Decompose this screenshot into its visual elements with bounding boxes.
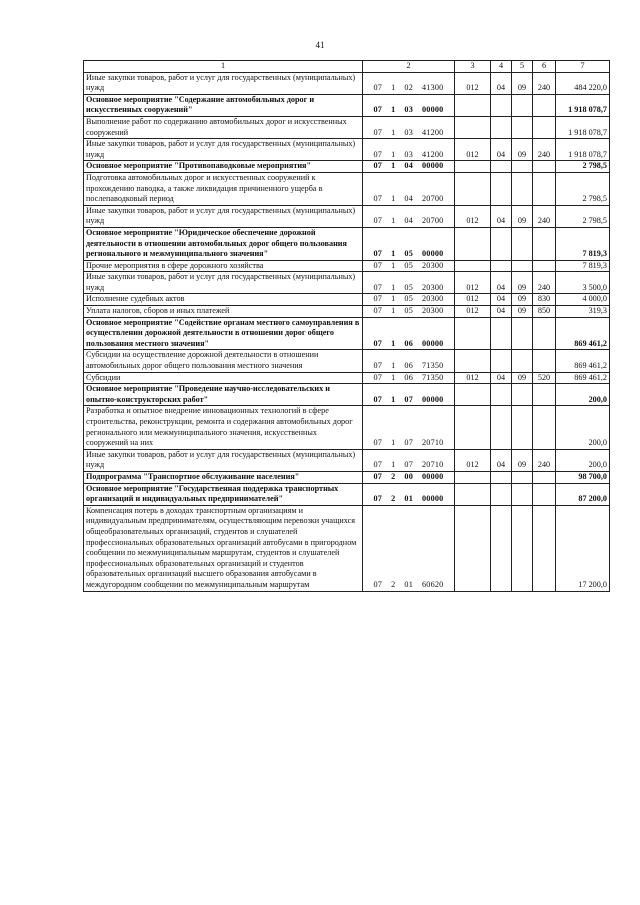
row-amount: 7 819,3 <box>556 260 610 272</box>
header-col-3: 3 <box>455 61 491 73</box>
row-col-6 <box>533 471 556 483</box>
row-col-6 <box>533 116 556 138</box>
table-row <box>84 72 610 94</box>
row-col-6 <box>533 161 556 173</box>
table-row <box>84 227 610 260</box>
row-col-3 <box>455 471 491 483</box>
row-col-6 <box>533 227 556 260</box>
header-col-6: 6 <box>533 61 556 73</box>
table-row <box>84 172 610 205</box>
row-col-3: 012 <box>455 294 491 306</box>
row-col-5 <box>512 161 533 173</box>
row-col-6: 850 <box>533 306 556 318</box>
code-part: 04 <box>404 216 413 226</box>
row-col-5 <box>512 260 533 272</box>
code-part: 1 <box>391 216 396 226</box>
row-code <box>363 406 455 449</box>
row-col-4 <box>491 406 512 449</box>
row-name: Подпрограмма "Транспортное обслуживание населения" <box>84 471 363 483</box>
row-col-3 <box>455 350 491 372</box>
code-part: 20710 <box>422 460 444 470</box>
table-row <box>84 116 610 138</box>
row-code <box>363 227 455 260</box>
code-part: 60620 <box>422 579 444 589</box>
code-part: 20700 <box>422 194 444 204</box>
code-part: 41300 <box>422 83 444 93</box>
code-part: 41200 <box>422 127 444 137</box>
code-part: 07 <box>373 494 383 504</box>
row-name: Иные закупки товаров, работ и услуг для государственных (муниципальных) нужд <box>84 72 363 94</box>
row-amount: 869 461,2 <box>556 317 610 350</box>
code-part: 05 <box>404 260 413 270</box>
row-col-5 <box>512 172 533 205</box>
row-col-4: 04 <box>491 139 512 161</box>
row-col-4 <box>491 505 512 591</box>
table-row <box>84 471 610 483</box>
table-row <box>84 161 610 173</box>
row-col-5 <box>512 483 533 505</box>
code-part: 07 <box>373 282 383 292</box>
code-part: 71350 <box>422 361 444 371</box>
code-part: 07 <box>373 161 383 171</box>
code-part: 00000 <box>422 105 444 115</box>
row-name: Субсидии <box>84 372 363 384</box>
row-amount: 1 918 078,7 <box>556 139 610 161</box>
code-part: 2 <box>391 471 396 481</box>
table-body <box>84 72 610 591</box>
row-code <box>363 139 455 161</box>
row-col-5: 09 <box>512 294 533 306</box>
code-part: 07 <box>373 372 383 382</box>
row-col-3: 012 <box>455 139 491 161</box>
code-part: 1 <box>391 294 396 304</box>
row-col-6: 240 <box>533 139 556 161</box>
code-part: 06 <box>404 372 413 382</box>
code-part: 03 <box>404 127 413 137</box>
row-amount: 7 819,3 <box>556 227 610 260</box>
table-row <box>84 205 610 227</box>
row-amount: 2 798,5 <box>556 205 610 227</box>
code-part: 06 <box>404 361 413 371</box>
row-col-3 <box>455 317 491 350</box>
code-part: 20300 <box>422 260 444 270</box>
table-row <box>84 294 610 306</box>
row-name: Основное мероприятие "Проведение научно-исследовательских и опытно-конструкторских работ" <box>84 384 363 406</box>
row-col-4: 04 <box>491 72 512 94</box>
header-col-5: 5 <box>512 61 533 73</box>
table-row <box>84 505 610 591</box>
row-col-5: 09 <box>512 272 533 294</box>
row-code <box>363 449 455 471</box>
code-part: 04 <box>404 194 413 204</box>
page-number: 41 <box>315 40 325 50</box>
row-col-6 <box>533 384 556 406</box>
code-part: 00000 <box>422 338 444 348</box>
row-col-3: 012 <box>455 272 491 294</box>
code-part: 06 <box>404 338 413 348</box>
row-amount: 4 000,0 <box>556 294 610 306</box>
code-part: 07 <box>373 361 383 371</box>
code-part: 05 <box>404 282 413 292</box>
row-col-4 <box>491 260 512 272</box>
row-col-5 <box>512 406 533 449</box>
table-row <box>84 449 610 471</box>
code-part: 07 <box>373 394 383 404</box>
row-col-5: 09 <box>512 449 533 471</box>
code-part: 07 <box>373 260 383 270</box>
code-part: 20700 <box>422 216 444 226</box>
row-col-6: 240 <box>533 205 556 227</box>
row-name: Основное мероприятие "Противопаводковые мероприятия" <box>84 161 363 173</box>
row-col-6 <box>533 260 556 272</box>
row-col-6 <box>533 94 556 116</box>
row-amount: 2 798,5 <box>556 172 610 205</box>
code-part: 05 <box>404 294 413 304</box>
row-amount: 3 500,0 <box>556 272 610 294</box>
code-part: 07 <box>373 438 383 448</box>
row-col-5: 09 <box>512 372 533 384</box>
row-col-6: 830 <box>533 294 556 306</box>
row-code <box>363 471 455 483</box>
row-code <box>363 306 455 318</box>
row-code <box>363 294 455 306</box>
row-col-3: 012 <box>455 205 491 227</box>
table-row <box>84 94 610 116</box>
row-code <box>363 260 455 272</box>
row-amount: 87 200,0 <box>556 483 610 505</box>
code-part: 1 <box>391 260 396 270</box>
row-col-4 <box>491 172 512 205</box>
row-col-4 <box>491 317 512 350</box>
row-col-3 <box>455 161 491 173</box>
row-amount: 484 220,0 <box>556 72 610 94</box>
row-col-4 <box>491 161 512 173</box>
header-row <box>84 61 610 73</box>
code-part: 07 <box>373 460 383 470</box>
row-code <box>363 116 455 138</box>
code-part: 07 <box>373 105 383 115</box>
row-col-4: 04 <box>491 294 512 306</box>
code-part: 1 <box>391 249 396 259</box>
table-row <box>84 139 610 161</box>
code-part: 07 <box>373 249 383 259</box>
row-col-5 <box>512 384 533 406</box>
row-name: Подготовка автомобильных дорог и искусственных сооружений к прохождению паводка, а также ликвидация причиненного ущерба в послепаводковый период <box>84 172 363 205</box>
code-part: 1 <box>391 394 396 404</box>
row-col-6 <box>533 350 556 372</box>
row-col-5: 09 <box>512 72 533 94</box>
row-col-3 <box>455 94 491 116</box>
row-col-6: 240 <box>533 449 556 471</box>
code-part: 1 <box>391 372 396 382</box>
row-col-3: 012 <box>455 449 491 471</box>
row-col-4: 04 <box>491 306 512 318</box>
row-col-5 <box>512 350 533 372</box>
code-part: 1 <box>391 460 396 470</box>
row-col-5 <box>512 317 533 350</box>
row-name: Основное мероприятие "Содержание автомобильных дорог и искусственных сооружений" <box>84 94 363 116</box>
row-name: Иные закупки товаров, работ и услуг для государственных (муниципальных) нужд <box>84 139 363 161</box>
row-code <box>363 372 455 384</box>
table-row <box>84 317 610 350</box>
row-col-3 <box>455 172 491 205</box>
row-col-3: 012 <box>455 72 491 94</box>
code-part: 07 <box>373 338 383 348</box>
row-amount: 17 200,0 <box>556 505 610 591</box>
row-col-6: 240 <box>533 72 556 94</box>
code-part: 2 <box>391 494 396 504</box>
code-part: 05 <box>404 306 413 316</box>
row-code <box>363 161 455 173</box>
row-col-4 <box>491 483 512 505</box>
code-part: 02 <box>404 83 413 93</box>
table-row <box>84 350 610 372</box>
code-part: 03 <box>404 105 413 115</box>
code-part: 41200 <box>422 149 444 159</box>
code-part: 07 <box>373 194 383 204</box>
code-part: 01 <box>404 579 413 589</box>
row-col-4 <box>491 384 512 406</box>
row-name: Иные закупки товаров, работ и услуг для государственных (муниципальных) нужд <box>84 205 363 227</box>
row-code <box>363 317 455 350</box>
code-part: 05 <box>404 249 413 259</box>
code-part: 07 <box>373 127 383 137</box>
code-part: 1 <box>391 105 396 115</box>
table-row <box>84 272 610 294</box>
code-part: 07 <box>373 471 383 481</box>
code-part: 1 <box>391 361 396 371</box>
row-name: Выполнение работ по содержанию автомобильных дорог и искусственных сооружений <box>84 116 363 138</box>
row-col-4: 04 <box>491 205 512 227</box>
code-part: 07 <box>373 149 383 159</box>
row-name: Основное мероприятие "Содействие органам местного самоуправления в осуществлении дорожной деятельности в отношении дорог общего пользования местного значения" <box>84 317 363 350</box>
row-code <box>363 172 455 205</box>
code-part: 07 <box>373 294 383 304</box>
code-part: 00000 <box>422 249 444 259</box>
row-name: Иные закупки товаров, работ и услуг для государственных (муниципальных) нужд <box>84 449 363 471</box>
code-part: 1 <box>391 161 396 171</box>
row-col-3: 012 <box>455 306 491 318</box>
code-part: 07 <box>373 306 383 316</box>
row-col-4 <box>491 116 512 138</box>
row-col-5 <box>512 227 533 260</box>
row-code <box>363 350 455 372</box>
code-part: 00000 <box>422 161 444 171</box>
row-code <box>363 205 455 227</box>
row-name: Компенсация потерь в доходах транспортным организациям и индивидуальным предпринимателям, осуществляющим перевозки учащихся общеобразовательных организаций, студентов и слушателей профессиональных образовательных организаций автобусами в пригородном сообщении по межмуниципальным маршрутам, студентов и слушателей профессиональных образовательных организаций и студентов образовательных организаций высшего образования автобусами в междугородном сообщении по межмуниципальным маршрутам <box>84 505 363 591</box>
row-amount: 1 918 078,7 <box>556 116 610 138</box>
row-amount: 869 461,2 <box>556 372 610 384</box>
code-part: 20300 <box>422 282 444 292</box>
code-part: 2 <box>391 579 396 589</box>
code-part: 07 <box>404 394 413 404</box>
code-part: 1 <box>391 149 396 159</box>
row-amount: 200,0 <box>556 384 610 406</box>
row-code <box>363 272 455 294</box>
code-part: 04 <box>404 161 413 171</box>
row-col-6: 240 <box>533 272 556 294</box>
row-amount: 869 461,2 <box>556 350 610 372</box>
code-part: 07 <box>373 83 383 93</box>
code-part: 1 <box>391 438 396 448</box>
code-part: 07 <box>404 438 413 448</box>
code-part: 20300 <box>422 306 444 316</box>
row-name: Основное мероприятие "Юридическое обеспечение дорожной деятельности в отношении автомобильных дорог общего пользования регионального и межмуниципального значения" <box>84 227 363 260</box>
table-row <box>84 260 610 272</box>
row-col-4: 04 <box>491 449 512 471</box>
row-col-4 <box>491 94 512 116</box>
code-part: 1 <box>391 127 396 137</box>
table-row <box>84 406 610 449</box>
code-part: 1 <box>391 282 396 292</box>
row-col-5: 09 <box>512 306 533 318</box>
code-part: 01 <box>404 494 413 504</box>
budget-table <box>83 60 610 592</box>
code-part: 07 <box>404 460 413 470</box>
row-col-3 <box>455 483 491 505</box>
header-col-4: 4 <box>491 61 512 73</box>
row-col-3: 012 <box>455 372 491 384</box>
code-part: 00000 <box>422 494 444 504</box>
row-col-3 <box>455 227 491 260</box>
header-col-1: 1 <box>84 61 363 73</box>
row-col-6 <box>533 483 556 505</box>
row-col-6 <box>533 505 556 591</box>
row-amount: 200,0 <box>556 449 610 471</box>
code-part: 20300 <box>422 294 444 304</box>
row-name: Субсидии на осуществление дорожной деятельности в отношении автомобильных дорог общего пользования местного значения <box>84 350 363 372</box>
row-amount: 98 700,0 <box>556 471 610 483</box>
code-part: 07 <box>373 579 383 589</box>
row-name: Исполнение судебных актов <box>84 294 363 306</box>
row-col-6: 520 <box>533 372 556 384</box>
code-part: 00000 <box>422 394 444 404</box>
row-code <box>363 384 455 406</box>
row-col-5 <box>512 471 533 483</box>
code-part: 00 <box>404 471 413 481</box>
row-code <box>363 72 455 94</box>
header-col-7: 7 <box>556 61 610 73</box>
row-code <box>363 483 455 505</box>
code-part: 1 <box>391 83 396 93</box>
code-part: 07 <box>373 216 383 226</box>
row-col-4: 04 <box>491 372 512 384</box>
row-col-3 <box>455 505 491 591</box>
row-col-3 <box>455 384 491 406</box>
row-col-6 <box>533 172 556 205</box>
row-name: Прочие мероприятия в сфере дорожного хозяйства <box>84 260 363 272</box>
table-row <box>84 306 610 318</box>
row-col-5 <box>512 505 533 591</box>
row-col-4 <box>491 350 512 372</box>
row-name: Уплата налогов, сборов и иных платежей <box>84 306 363 318</box>
code-part: 71350 <box>422 372 444 382</box>
code-part: 00000 <box>422 471 444 481</box>
row-col-3 <box>455 260 491 272</box>
table-row <box>84 384 610 406</box>
header-col-2: 2 <box>363 61 455 73</box>
row-col-4 <box>491 471 512 483</box>
code-part: 1 <box>391 338 396 348</box>
row-name: Основное мероприятие "Государственная поддержка транспортных организаций и индивидуальных предпринимателей" <box>84 483 363 505</box>
row-amount: 1 918 078,7 <box>556 94 610 116</box>
row-col-4 <box>491 227 512 260</box>
row-col-5: 09 <box>512 139 533 161</box>
row-code <box>363 94 455 116</box>
row-code <box>363 505 455 591</box>
table-row <box>84 483 610 505</box>
row-col-4: 04 <box>491 272 512 294</box>
row-amount: 319,3 <box>556 306 610 318</box>
code-part: 1 <box>391 194 396 204</box>
row-name: Разработка и опытное внедрение инновационных технологий в сфере строительства, реконструкции, ремонта и содержания автомобильных дорог регионального или межмуниципального значения, искусственных сооружений на них <box>84 406 363 449</box>
row-amount: 2 798,5 <box>556 161 610 173</box>
row-col-5 <box>512 116 533 138</box>
code-part: 1 <box>391 306 396 316</box>
row-col-6 <box>533 317 556 350</box>
row-col-3 <box>455 406 491 449</box>
row-amount: 200,0 <box>556 406 610 449</box>
row-name: Иные закупки товаров, работ и услуг для государственных (муниципальных) нужд <box>84 272 363 294</box>
table-row <box>84 372 610 384</box>
row-col-3 <box>455 116 491 138</box>
code-part: 20710 <box>422 438 444 448</box>
row-col-5 <box>512 94 533 116</box>
row-col-5: 09 <box>512 205 533 227</box>
row-col-6 <box>533 406 556 449</box>
code-part: 03 <box>404 149 413 159</box>
